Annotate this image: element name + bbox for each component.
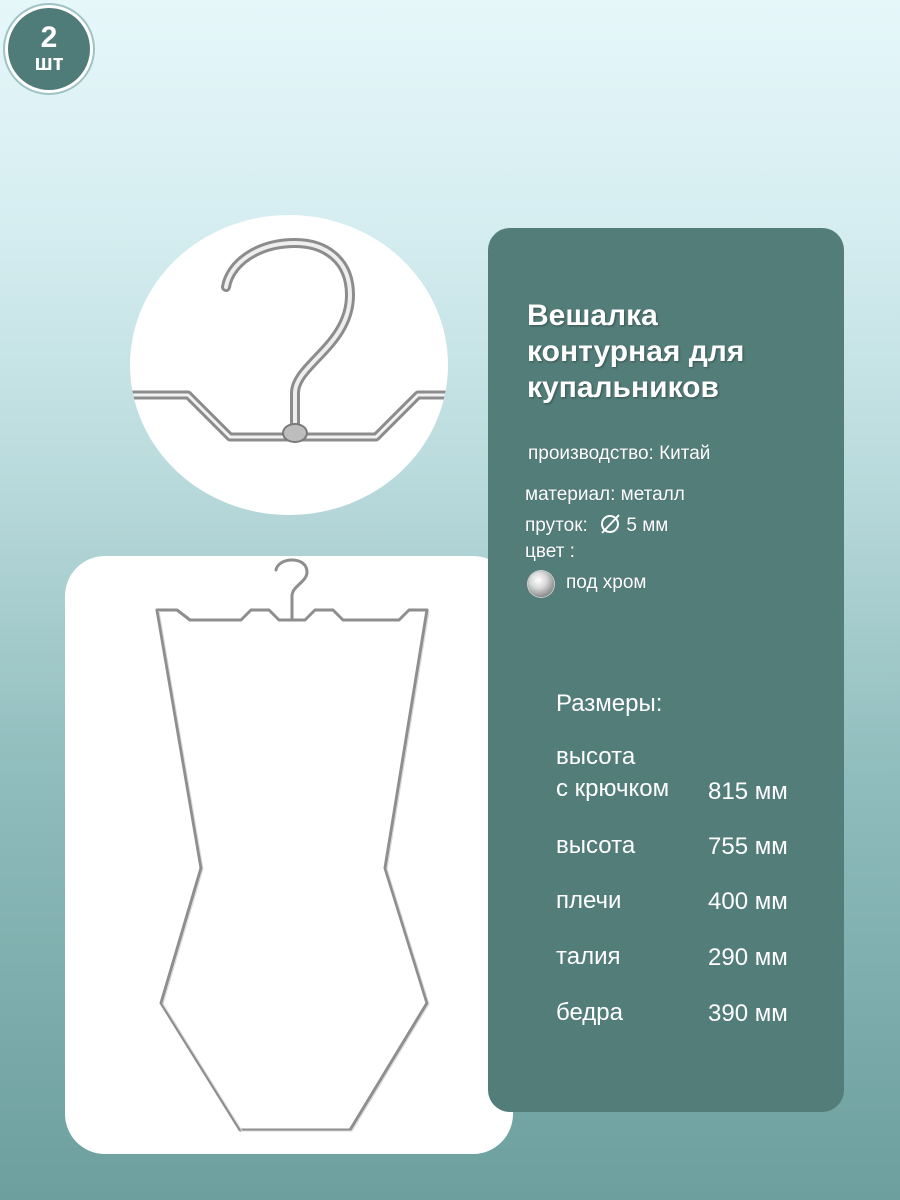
spec-rod-label: пруток: — [525, 515, 588, 536]
product-title — [527, 298, 827, 406]
spec-color-label: цвет : — [525, 541, 575, 562]
spec-color-value: под хром — [566, 572, 647, 593]
size-height-hook-value: 815 мм — [708, 778, 788, 805]
chrome-swatch-icon — [528, 571, 554, 597]
product-title-line-2: контурная для — [527, 335, 745, 368]
size-hips-label: бедра — [556, 999, 623, 1026]
size-shoulders-label: плечи — [556, 887, 622, 914]
spec-production: производство: Китай — [528, 443, 711, 464]
product-title-line-3: купальников — [527, 371, 719, 404]
size-row-label — [556, 741, 669, 805]
hanger-image-card — [65, 556, 513, 1154]
sizes-title: Размеры: — [556, 690, 663, 717]
quantity-badge — [8, 8, 90, 90]
size-height-value: 755 мм — [708, 833, 788, 860]
hook-closeup — [130, 215, 448, 515]
size-height-label: высота — [556, 832, 636, 859]
size-shoulders-value: 400 мм — [708, 888, 788, 915]
product-title-line-1: Вешалка — [527, 299, 658, 332]
size-height-hook-label-2: с крючком — [556, 775, 670, 802]
badge-unit: шт — [34, 50, 64, 75]
hook-closeup-drawing — [130, 215, 448, 515]
size-hips-value: 390 мм — [708, 1000, 788, 1027]
size-waist-value: 290 мм — [708, 944, 788, 971]
hanger-drawing — [65, 556, 513, 1154]
spec-rod-value: 5 мм — [626, 515, 669, 536]
spec-rod — [525, 513, 668, 537]
diameter-icon — [599, 513, 621, 535]
size-waist-label: талия — [556, 943, 621, 970]
badge-number: 2 — [40, 21, 58, 54]
size-height-hook-label-1: высота — [556, 743, 636, 770]
spec-material: материал: металл — [525, 484, 685, 505]
